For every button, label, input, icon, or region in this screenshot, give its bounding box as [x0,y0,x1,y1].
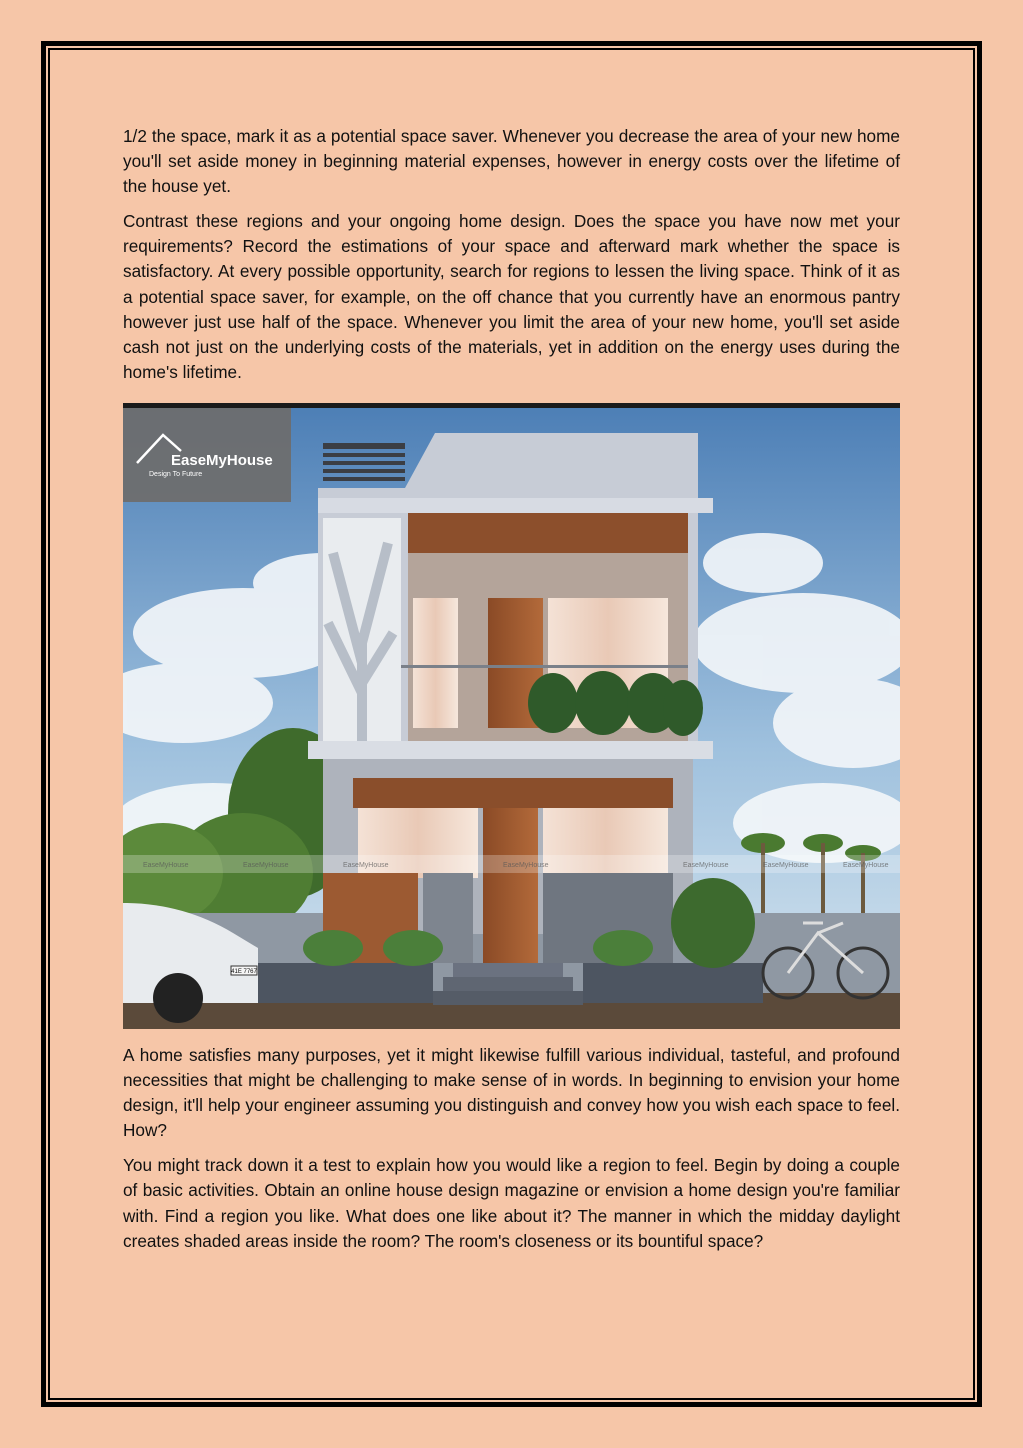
paragraph-2: Contrast these regions and your ongoing home design. Does the space you have now met your requirements? Record the estimations of your space and afterward mark whether the space is satisfactory. At every possible opportunity, search for regions to lessen the living space. Think of it as a potential space saver, for example, on the off chance that you currently have an enormous pantry however just use half of the space. Whenever you limit the area of your new home, you'll set aside cash not just on the underlying costs of the materials, yet in addition on the energy uses during the home's lifetime. [123,211,900,382]
paragraph-1: 1/2 the space, mark it as a potential space saver. Whenever you decrease the area of your new home you'll set aside money in beginning material expenses, however in energy costs over the lifetime of the house yet. [123,126,900,197]
license-plate: 41E 7767 [231,969,257,975]
watermark-text: EaseMyHouse [763,862,809,869]
logo-tagline: Design To Future [149,471,203,478]
planter-left [253,963,433,1003]
upper-window-left [413,598,458,728]
house-photo [123,403,900,1029]
jali-screen [323,518,401,748]
round-shrub [671,878,755,968]
logo-name: EaseMyHouse [171,452,273,469]
watermark-text: EaseMyHouse [503,862,549,869]
upper-ceiling [408,513,688,553]
watermark-text: EaseMyHouse [243,862,289,869]
planter-right [583,963,763,1003]
watermark-text: EaseMyHouse [683,862,729,869]
watermark-text: EaseMyHouse [843,862,889,869]
watermark-text: EaseMyHouse [143,862,189,869]
house-illustration [123,403,900,1029]
paragraph-3: A home satisfies many purposes, yet it might likewise fulfill various individual, tasteful, and profound necessities that might be challenging to make sense of in words. In beginning to envision your home design, it'll help your engineer assuming you distinguish and convey how you wish each space to feel. How? [123,1045,900,1141]
steps [433,963,583,1005]
watermark-text: EaseMyHouse [343,862,389,869]
brand-logo [123,408,291,502]
bottom-text-block [123,1043,900,1264]
main-door [483,808,538,963]
top-text-block [123,124,900,395]
paragraph-4: You might track down it a test to explain how you would like a region to feel. Begin by doing a couple of basic activities. Obtain an online house design magazine or envision a home design you're familiar with. Find a region you like. What does one like about it? The manner in which the midday daylight creates shaded areas inside the room? The room's closeness or its bountiful space? [123,1155,900,1251]
